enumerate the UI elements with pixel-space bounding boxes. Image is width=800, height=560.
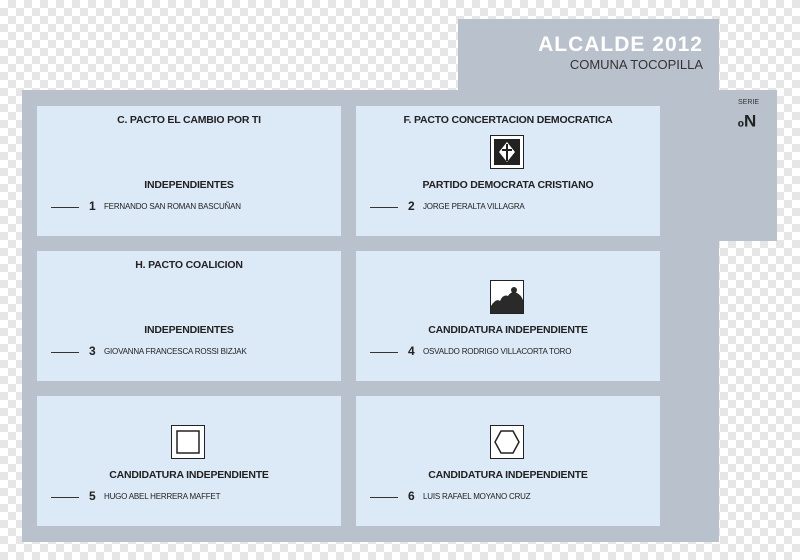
party-name: INDEPENDIENTES: [144, 179, 234, 191]
vote-line[interactable]: [370, 497, 398, 498]
vote-line[interactable]: [51, 207, 79, 208]
candidate-box-1[interactable]: [37, 106, 341, 236]
candidate-name: GIOVANNA FRANCESCA ROSSI BIZJAK: [104, 347, 247, 356]
candidate-name: LUIS RAFAEL MOYANO CRUZ: [423, 492, 531, 501]
pact-name: C. PACTO EL CAMBIO POR TI: [117, 114, 261, 126]
candidate-box-4[interactable]: [356, 251, 660, 381]
party-name: CANDIDATURA INDEPENDIENTE: [428, 324, 588, 336]
dc-arrow-emblem-icon: [490, 135, 524, 169]
party-name: INDEPENDIENTES: [144, 324, 234, 336]
pact-name: F. PACTO CONCERTACION DEMOCRATICA: [403, 114, 613, 126]
silhouette-emblem-icon: [490, 280, 524, 314]
candidate-number: 1: [89, 199, 96, 213]
candidate-number: 2: [408, 199, 415, 213]
ballot-title: ALCALDE 2012: [538, 33, 703, 56]
candidate-box-5[interactable]: [37, 396, 341, 526]
party-name: CANDIDATURA INDEPENDIENTE: [109, 469, 269, 481]
ballot-subtitle: COMUNA TOCOPILLA: [569, 57, 703, 72]
vote-line[interactable]: [370, 207, 398, 208]
hexagon-emblem-icon: [490, 425, 524, 459]
vote-line[interactable]: [370, 352, 398, 353]
candidate-name: JORGE PERALTA VILLAGRA: [423, 202, 525, 211]
candidate-box-6[interactable]: [356, 396, 660, 526]
party-name: PARTIDO DEMOCRATA CRISTIANO: [422, 179, 594, 191]
candidate-number: 4: [408, 344, 415, 358]
candidate-number: 5: [89, 489, 96, 503]
serie-number-sign: Nº: [737, 111, 757, 130]
party-name: CANDIDATURA INDEPENDIENTE: [428, 469, 588, 481]
square-emblem-icon: [171, 425, 205, 459]
candidate-box-3[interactable]: [37, 251, 341, 381]
candidate-name: OSVALDO RODRIGO VILLACORTA TORO: [423, 347, 572, 356]
candidate-box-2[interactable]: [356, 106, 660, 236]
ballot-header: [458, 19, 719, 91]
vote-line[interactable]: [51, 497, 79, 498]
candidate-number: 6: [408, 489, 415, 503]
vote-line[interactable]: [51, 352, 79, 353]
pact-name: H. PACTO COALICION: [135, 259, 243, 271]
candidate-number: 3: [89, 344, 96, 358]
serie-label: SERIE: [738, 99, 760, 106]
candidate-name: FERNANDO SAN ROMAN BASCUÑAN: [104, 202, 241, 211]
serie-tab: [718, 90, 777, 241]
candidate-name: HUGO ABEL HERRERA MAFFET: [104, 492, 221, 501]
